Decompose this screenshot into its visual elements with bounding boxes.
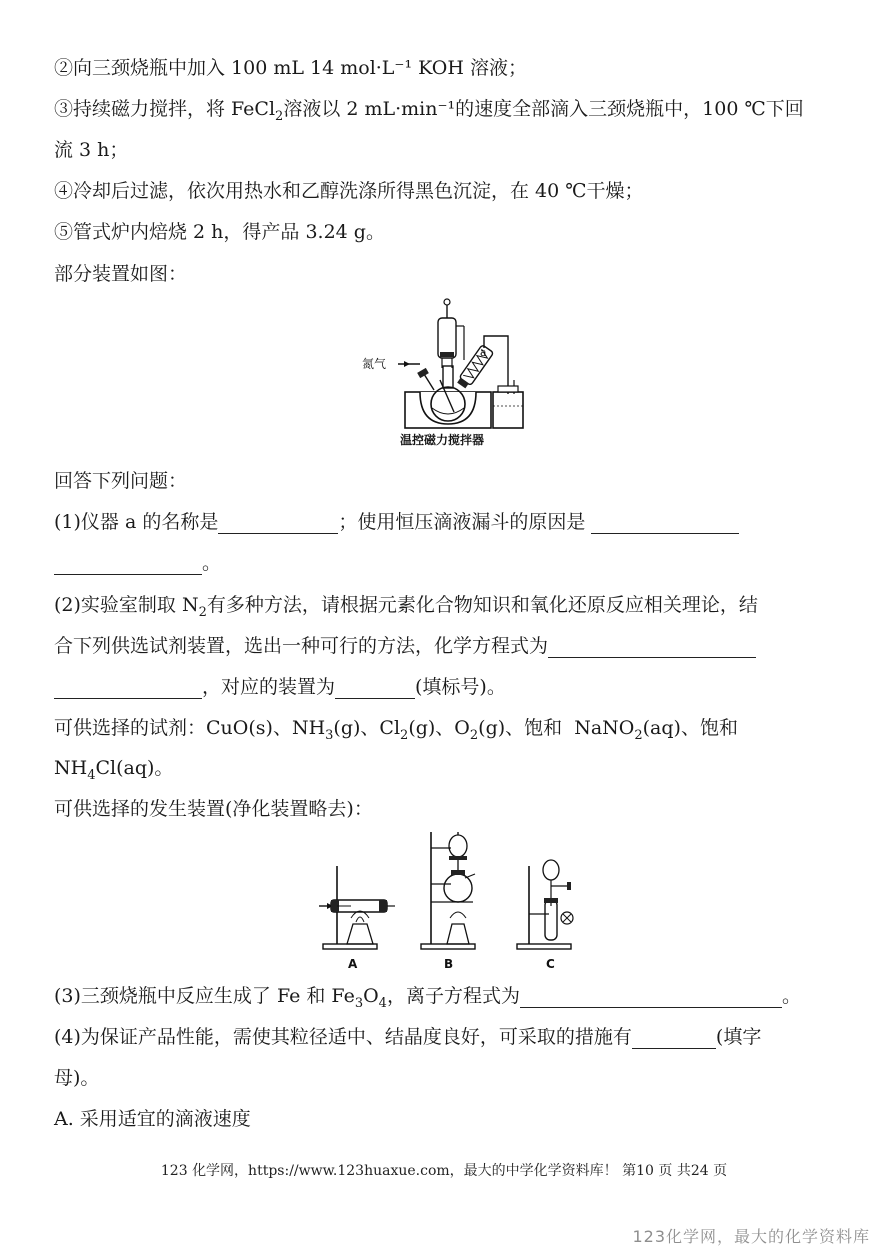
step-3-line1 (54, 97, 804, 124)
q2-line3 (54, 675, 506, 699)
q3-text-b: O (363, 985, 379, 1007)
q1-blank-2a[interactable] (591, 513, 739, 534)
reagent-text-1: CuO(s)、NH (206, 717, 326, 739)
step-5: ⑤管式炉内焙烧 2 h，得产品 3.24 g。 (54, 221, 385, 243)
reagents-line2 (54, 756, 174, 783)
q3-blank[interactable] (520, 987, 782, 1008)
q2-text-c: 合下列供选试剂装置，选出一种可行的方法，化学方程式为 (54, 635, 549, 657)
questions-intro: 回答下列问题： (54, 470, 188, 492)
step-3-line2: 流 3 h； (54, 139, 129, 161)
option-a: A. 采用适宜的滴液速度 (54, 1108, 251, 1130)
q1-line1 (54, 510, 739, 534)
q3-sub-1: 3 (354, 995, 364, 1011)
reagent-sub-3: 2 (469, 727, 479, 743)
q1-text-b: ；使用恒压滴液漏斗的原因是 (338, 511, 586, 533)
q4-line2: 母)。 (54, 1067, 100, 1089)
step-4: ④冷却后过滤，依次用热水和乙醇洗涤所得黑色沉淀，在 40 ℃干燥； (54, 180, 644, 202)
q2-line1 (54, 593, 758, 620)
q2-text-d: ，对应的装置为 (202, 676, 336, 698)
q2-blank-eq-a[interactable] (548, 637, 756, 658)
step-3-sub: 2 (275, 108, 284, 124)
step-2: ②向三颈烧瓶中加入 100 mL 14 mol·L⁻¹ KOH 溶液； (54, 57, 527, 79)
reagent-text-6: NH (54, 757, 88, 779)
reagents-label: 可供选择的试剂： (54, 717, 207, 739)
q2-sub: 2 (198, 604, 207, 620)
q2-line2 (54, 634, 756, 658)
figure-caption: 温控磁力搅拌器 (400, 433, 485, 447)
device-c (517, 860, 573, 949)
device-b (421, 832, 475, 949)
devices-figure (305, 826, 595, 972)
device-c-label: C (546, 957, 555, 971)
label-nitrogen: 氮气 (362, 357, 387, 371)
page-footer: 123 化学网，https://www.123huaxue.com，最大的中学化学资料库！ 第10 页 共24 页 (160, 1163, 728, 1179)
device-intro: 可供选择的发生装置(净化装置略去)： (54, 798, 373, 820)
device-b-label: B (444, 957, 454, 971)
reagent-text-2: (g)、Cl (333, 717, 401, 739)
reagent-text-3: (g)、O (408, 717, 470, 739)
step-3-text-b: 溶液以 2 mL·min⁻¹的速度全部滴入三颈烧瓶中，100 ℃下回 (283, 98, 804, 120)
q2-text-b: 有多种方法，请根据元素化合物知识和氧化还原反应相关理论，结 (206, 594, 758, 616)
reagent-text-7: Cl(aq)。 (95, 757, 174, 779)
q3-end: 。 (781, 985, 801, 1007)
q1-line2 (54, 551, 221, 575)
device-a-label: A (348, 957, 358, 971)
q1-blank-2b[interactable] (54, 554, 202, 575)
label-a: a (480, 346, 487, 359)
reagent-sub-2: 2 (400, 727, 409, 743)
wash-bottle (493, 392, 523, 428)
q3-text-a: (3)三颈烧瓶中反应生成了 Fe 和 Fe (54, 985, 355, 1007)
q4-text-b: (填字 (715, 1026, 762, 1048)
q3-line (54, 984, 801, 1011)
q4-blank[interactable] (632, 1028, 716, 1049)
q2-blank-eq-b[interactable] (54, 678, 202, 699)
q2-blank-device[interactable] (335, 678, 415, 699)
q1-blank-1[interactable] (218, 513, 338, 534)
step-3-text-a: ③持续磁力搅拌，将 FeCl (54, 98, 276, 120)
q3-sub-2: 4 (378, 995, 387, 1011)
reagent-sub-4: 2 (634, 727, 643, 743)
q3-text-c: ，离子方程式为 (386, 985, 520, 1007)
q2-text-a: (2)实验室制取 N (54, 594, 199, 616)
device-a (319, 866, 395, 949)
reagent-text-4: (g)、饱和 NaNO (478, 717, 635, 739)
q1-end: 。 (202, 552, 222, 574)
reagent-sub-5: 4 (87, 767, 96, 783)
watermark: 123化学网，最大的化学资料库 (632, 1227, 870, 1246)
reagent-text-5: (aq)、饱和 (642, 717, 738, 739)
q4-text-a: (4)为保证产品性能，需使其粒径适中、结晶度良好，可采取的措施有 (54, 1026, 632, 1048)
q4-line1 (54, 1025, 761, 1049)
apparatus-figure (360, 296, 540, 450)
q2-text-e: (填标号)。 (415, 676, 506, 698)
q1-text-a: (1)仪器 a 的名称是 (54, 511, 219, 533)
reagents-line1 (54, 716, 738, 743)
reagent-sub-1: 3 (325, 727, 334, 743)
figure-intro: 部分装置如图： (54, 263, 188, 285)
